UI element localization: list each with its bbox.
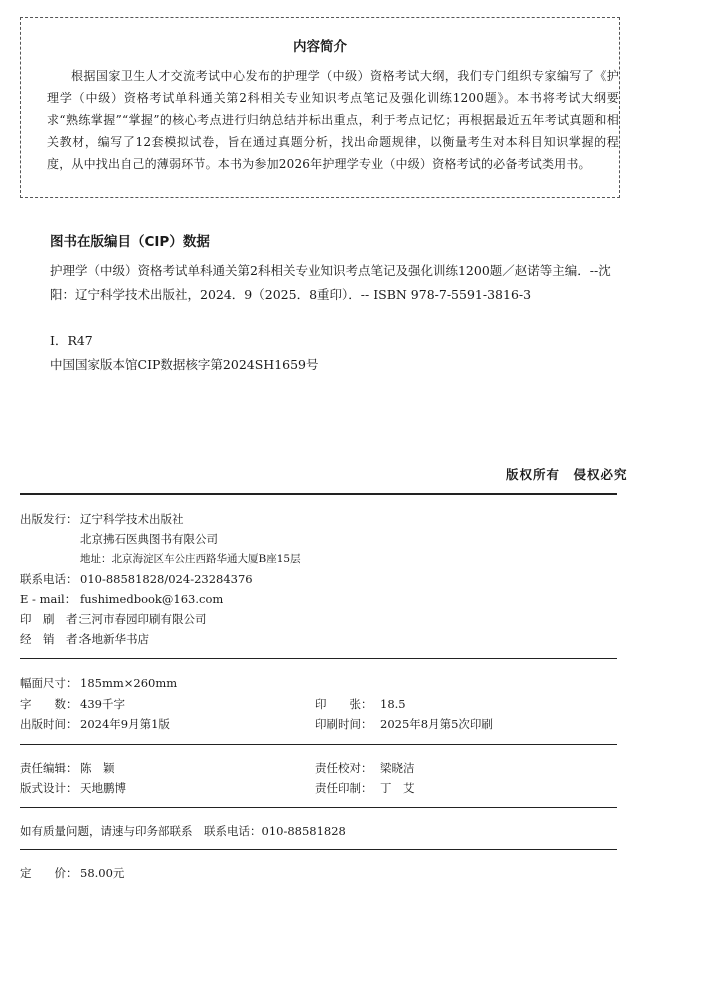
pub-date-label: 出版时间： [20, 717, 78, 731]
cip-registration: 中国国家版本馆CIP数据核字第2024SH1659号 [50, 357, 319, 372]
print-date-label: 印刷时间： [315, 717, 373, 731]
words-value: 439千字 [80, 697, 125, 711]
seller-label: 经 销 者： [20, 632, 89, 646]
price-row [20, 865, 124, 881]
rights-notice: 版权所有 侵权必究 [506, 467, 628, 482]
phone-value: 010-88581828/024-23284376 [80, 572, 253, 586]
cip-classification: Ⅰ．R47 [50, 333, 93, 348]
proof-label: 责任校对： [315, 761, 373, 775]
pub-date-row [20, 716, 170, 732]
size-row [20, 675, 177, 691]
proof-value: 梁晓洁 [380, 761, 415, 775]
divider [20, 493, 617, 495]
sheets-label: 印 张： [315, 697, 373, 711]
divider [20, 807, 617, 808]
size-value: 185mm×260mm [80, 676, 178, 690]
sheets-row [315, 696, 406, 712]
distributor-name: 北京拂石医典图书有限公司 [80, 532, 218, 546]
publisher-row [20, 511, 184, 527]
price-value: 58.00元 [80, 866, 125, 880]
summary-box [20, 17, 620, 198]
print-date-value: 2025年8月第5次印刷 [380, 717, 493, 731]
printer-value: 三河市春园印刷有限公司 [80, 612, 207, 626]
seller-row [20, 631, 149, 647]
words-row [20, 696, 125, 712]
editor-value: 陈 颖 [80, 761, 115, 775]
phone-label: 联系电话： [20, 572, 78, 586]
divider [20, 658, 617, 659]
design-row [20, 780, 126, 796]
summary-body: 根据国家卫生人才交流考试中心发布的护理学（中级）资格考试大纲，我们专门组织专家编写了《护理学（中级）资格考试单科通关第2科相关专业知识考点笔记及强化训练1200题》。本书将考试大纲要求“熟练掌握”“掌握”的核心考点进行归纳总结并标出重点，利于考点记忆；再根据最近五年考试真题和相关教材，编写了12套模拟试卷，旨在通过真题分析，找出命题规律，以衡量考生对本科目知识掌握的程度，从中找出自己的薄弱环节。本书为参加2026年护理学专业（中级）资格考试的必备考试类用书。 [47, 69, 619, 171]
email-value: fushimedbook@163.com [80, 592, 224, 606]
publisher-address: 地址：北京海淀区车公庄西路华通大厦B座15层 [80, 553, 301, 565]
design-value: 天地鹏博 [80, 781, 126, 795]
cip-record: 护理学（中级）资格考试单科通关第2科相关专业知识考点笔记及强化训练1200题／赵诺等主编．--沈阳：辽宁科学技术出版社，2024．9（2025．8重印）．-- ISBN 978-7-5591-3816-3 [50, 263, 611, 302]
design-label: 版式设计： [20, 781, 78, 795]
print-resp-label: 责任印制： [315, 781, 373, 795]
email-row [20, 591, 223, 607]
quality-note: 如有质量问题，请速与印务部联系 联系电话：010-88581828 [20, 824, 346, 838]
price-label: 定 价： [20, 866, 78, 880]
size-label: 幅面尺寸： [20, 676, 78, 690]
proof-row [315, 760, 415, 776]
cip-heading: 图书在版编目（CIP）数据 [50, 234, 210, 250]
printer-row [20, 611, 207, 627]
email-label: E - mail： [20, 592, 77, 606]
print-resp-row [315, 780, 415, 796]
words-label: 字 数： [20, 697, 78, 711]
print-resp-value: 丁 艾 [380, 781, 415, 795]
summary-title: 内容简介 [293, 39, 347, 55]
sheets-value: 18.5 [380, 697, 406, 711]
phone-row [20, 571, 253, 587]
printer-label: 印 刷 者： [20, 612, 89, 626]
publisher-name: 辽宁科学技术出版社 [80, 512, 184, 526]
pub-date-value: 2024年9月第1版 [80, 717, 170, 731]
editor-label: 责任编辑： [20, 761, 78, 775]
seller-value: 各地新华书店 [80, 632, 149, 646]
divider [20, 744, 617, 745]
divider [20, 849, 617, 850]
publisher-label: 出版发行： [20, 512, 78, 526]
print-date-row [315, 716, 493, 732]
editor-row [20, 760, 115, 776]
